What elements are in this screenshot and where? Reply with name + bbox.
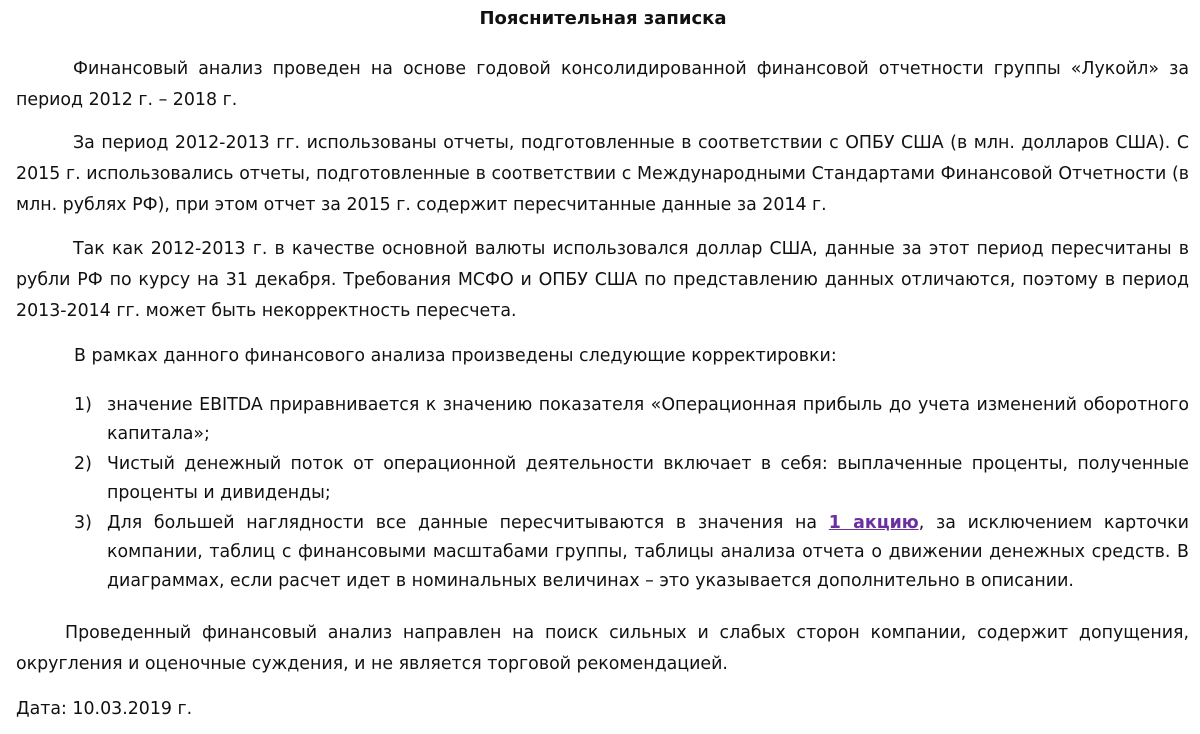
paragraph-disclaimer: Проведенный финансовый анализ направлен на поиск сильных и слабых сторон компании, содержит допущения, округления и оценочные суждения, и не является торговой рекомендацией.	[16, 623, 1189, 674]
document-title: Пояснительная записка	[479, 8, 727, 29]
list-item-text: Чистый денежный поток от операционной деятельности включает в себя: выплаченные проценты, полученные проценты и дивиденды;	[107, 454, 1189, 503]
list-item	[74, 509, 1189, 596]
list-item	[74, 450, 1189, 508]
list-item-number: 1)	[74, 395, 92, 415]
list-item-text-before: Для большей наглядности все данные пересчитываются в значения на	[107, 513, 829, 533]
list-item-text: значение EBITDA приравнивается к значению показателя «Операционная прибыль до учета изменений оборотного капитала»;	[107, 395, 1189, 444]
document-date: Дата: 10.03.2019 г.	[16, 699, 193, 719]
list-item-number: 3)	[74, 513, 92, 533]
paragraph-currency-conversion: Так как 2012-2013 г. в качестве основной валюты использовался доллар США, данные за этот период пересчитаны в рубли РФ по курсу на 31 декабря. Требования МСФО и ОПБУ США по представлению данных отличаются, поэтому в период 2013-2014 гг. может быть некорректность пересчета.	[16, 239, 1189, 321]
list-item	[74, 391, 1189, 449]
adjustments-list	[74, 391, 1189, 597]
paragraph-adjustments-intro: В рамках данного финансового анализа произведены следующие корректировки:	[74, 346, 837, 366]
list-item-number: 2)	[74, 454, 92, 474]
per-share-link[interactable]: 1 акцию	[828, 513, 919, 533]
list-item-text-after: , за исключением карточки компании, таблиц с финансовыми масштабами группы, таблицы анализа отчета о движении денежных средств. В диаграммах, если расчет идет в номинальных величинах – это указывается дополнительно в описании.	[107, 513, 1189, 591]
paragraph-source-data: Финансовый анализ проведен на основе годовой консолидированной финансовой отчетности группы «Лукойл» за период 2012 г. – 2018 г.	[16, 59, 1189, 110]
paragraph-reporting-standards: За период 2012-2013 гг. использованы отчеты, подготовленные в соответствии с ОПБУ США (в млн. долларов США). С 2015 г. использовались отчеты, подготовленные в соответствии с Международными Стандартами Финансовой Отчетности (в млн. рублях РФ), при этом отчет за 2015 г. содержит пересчитанные данные за 2014 г.	[16, 133, 1189, 215]
